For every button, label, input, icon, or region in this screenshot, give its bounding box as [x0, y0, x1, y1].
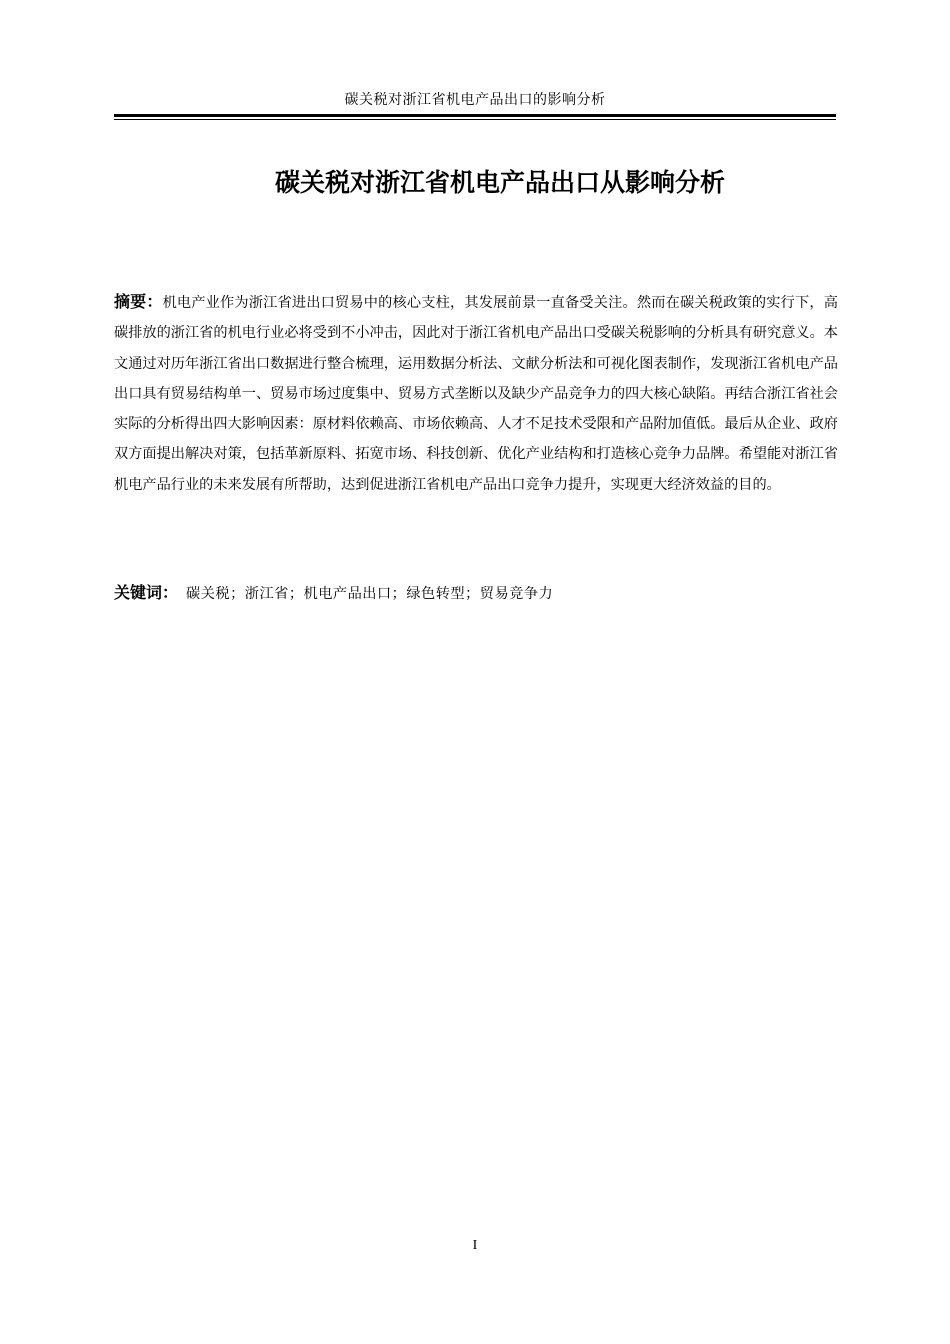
keywords-line — [114, 580, 836, 607]
keywords-label: 关键词： — [114, 583, 179, 602]
abstract-text: 机电产业作为浙江省进出口贸易中的核心支柱，其发展前景一直备受关注。然而在碳关税政策的实行下，高碳排放的浙江省的机电行业必将受到不小冲击，因此对于浙江省机电产品出口受碳关税影响的分析具有研究意义。本文通过对历年浙江省出口数据进行整合梳理，运用数据分析法、文献分析法和可视化图表制作，发现浙江省机电产品出口具有贸易结构单一、贸易市场过度集中、贸易方式垄断以及缺少产品竞争力的四大核心缺陷。再结合浙江省社会实际的分析得出四大影响因素：原材料依赖高、市场依赖高、人才不足技术受限和产品附加值低。最后从企业、政府双方面提出解决对策，包括革新原料、拓宽市场、科技创新、优化产业结构和打造核心竞争力品牌。希望能对浙江省机电产品行业的未来发展有所帮助，达到促进浙江省机电产品出口竞争力提升，实现更大经济效益的目的。 — [114, 295, 838, 493]
abstract-paragraph — [114, 287, 838, 500]
running-header: 碳关税对浙江省机电产品出口的影响分析 — [344, 92, 606, 108]
abstract-label: 摘要： — [114, 292, 163, 311]
header-divider-thin — [114, 119, 836, 120]
page-number: I — [472, 1238, 478, 1253]
header-divider-thick — [114, 114, 836, 117]
keywords-text: 碳关税；浙江省；机电产品出口；绿色转型；贸易竞争力 — [186, 586, 554, 602]
document-title: 碳关税对浙江省机电产品出口从影响分析 — [274, 168, 725, 197]
